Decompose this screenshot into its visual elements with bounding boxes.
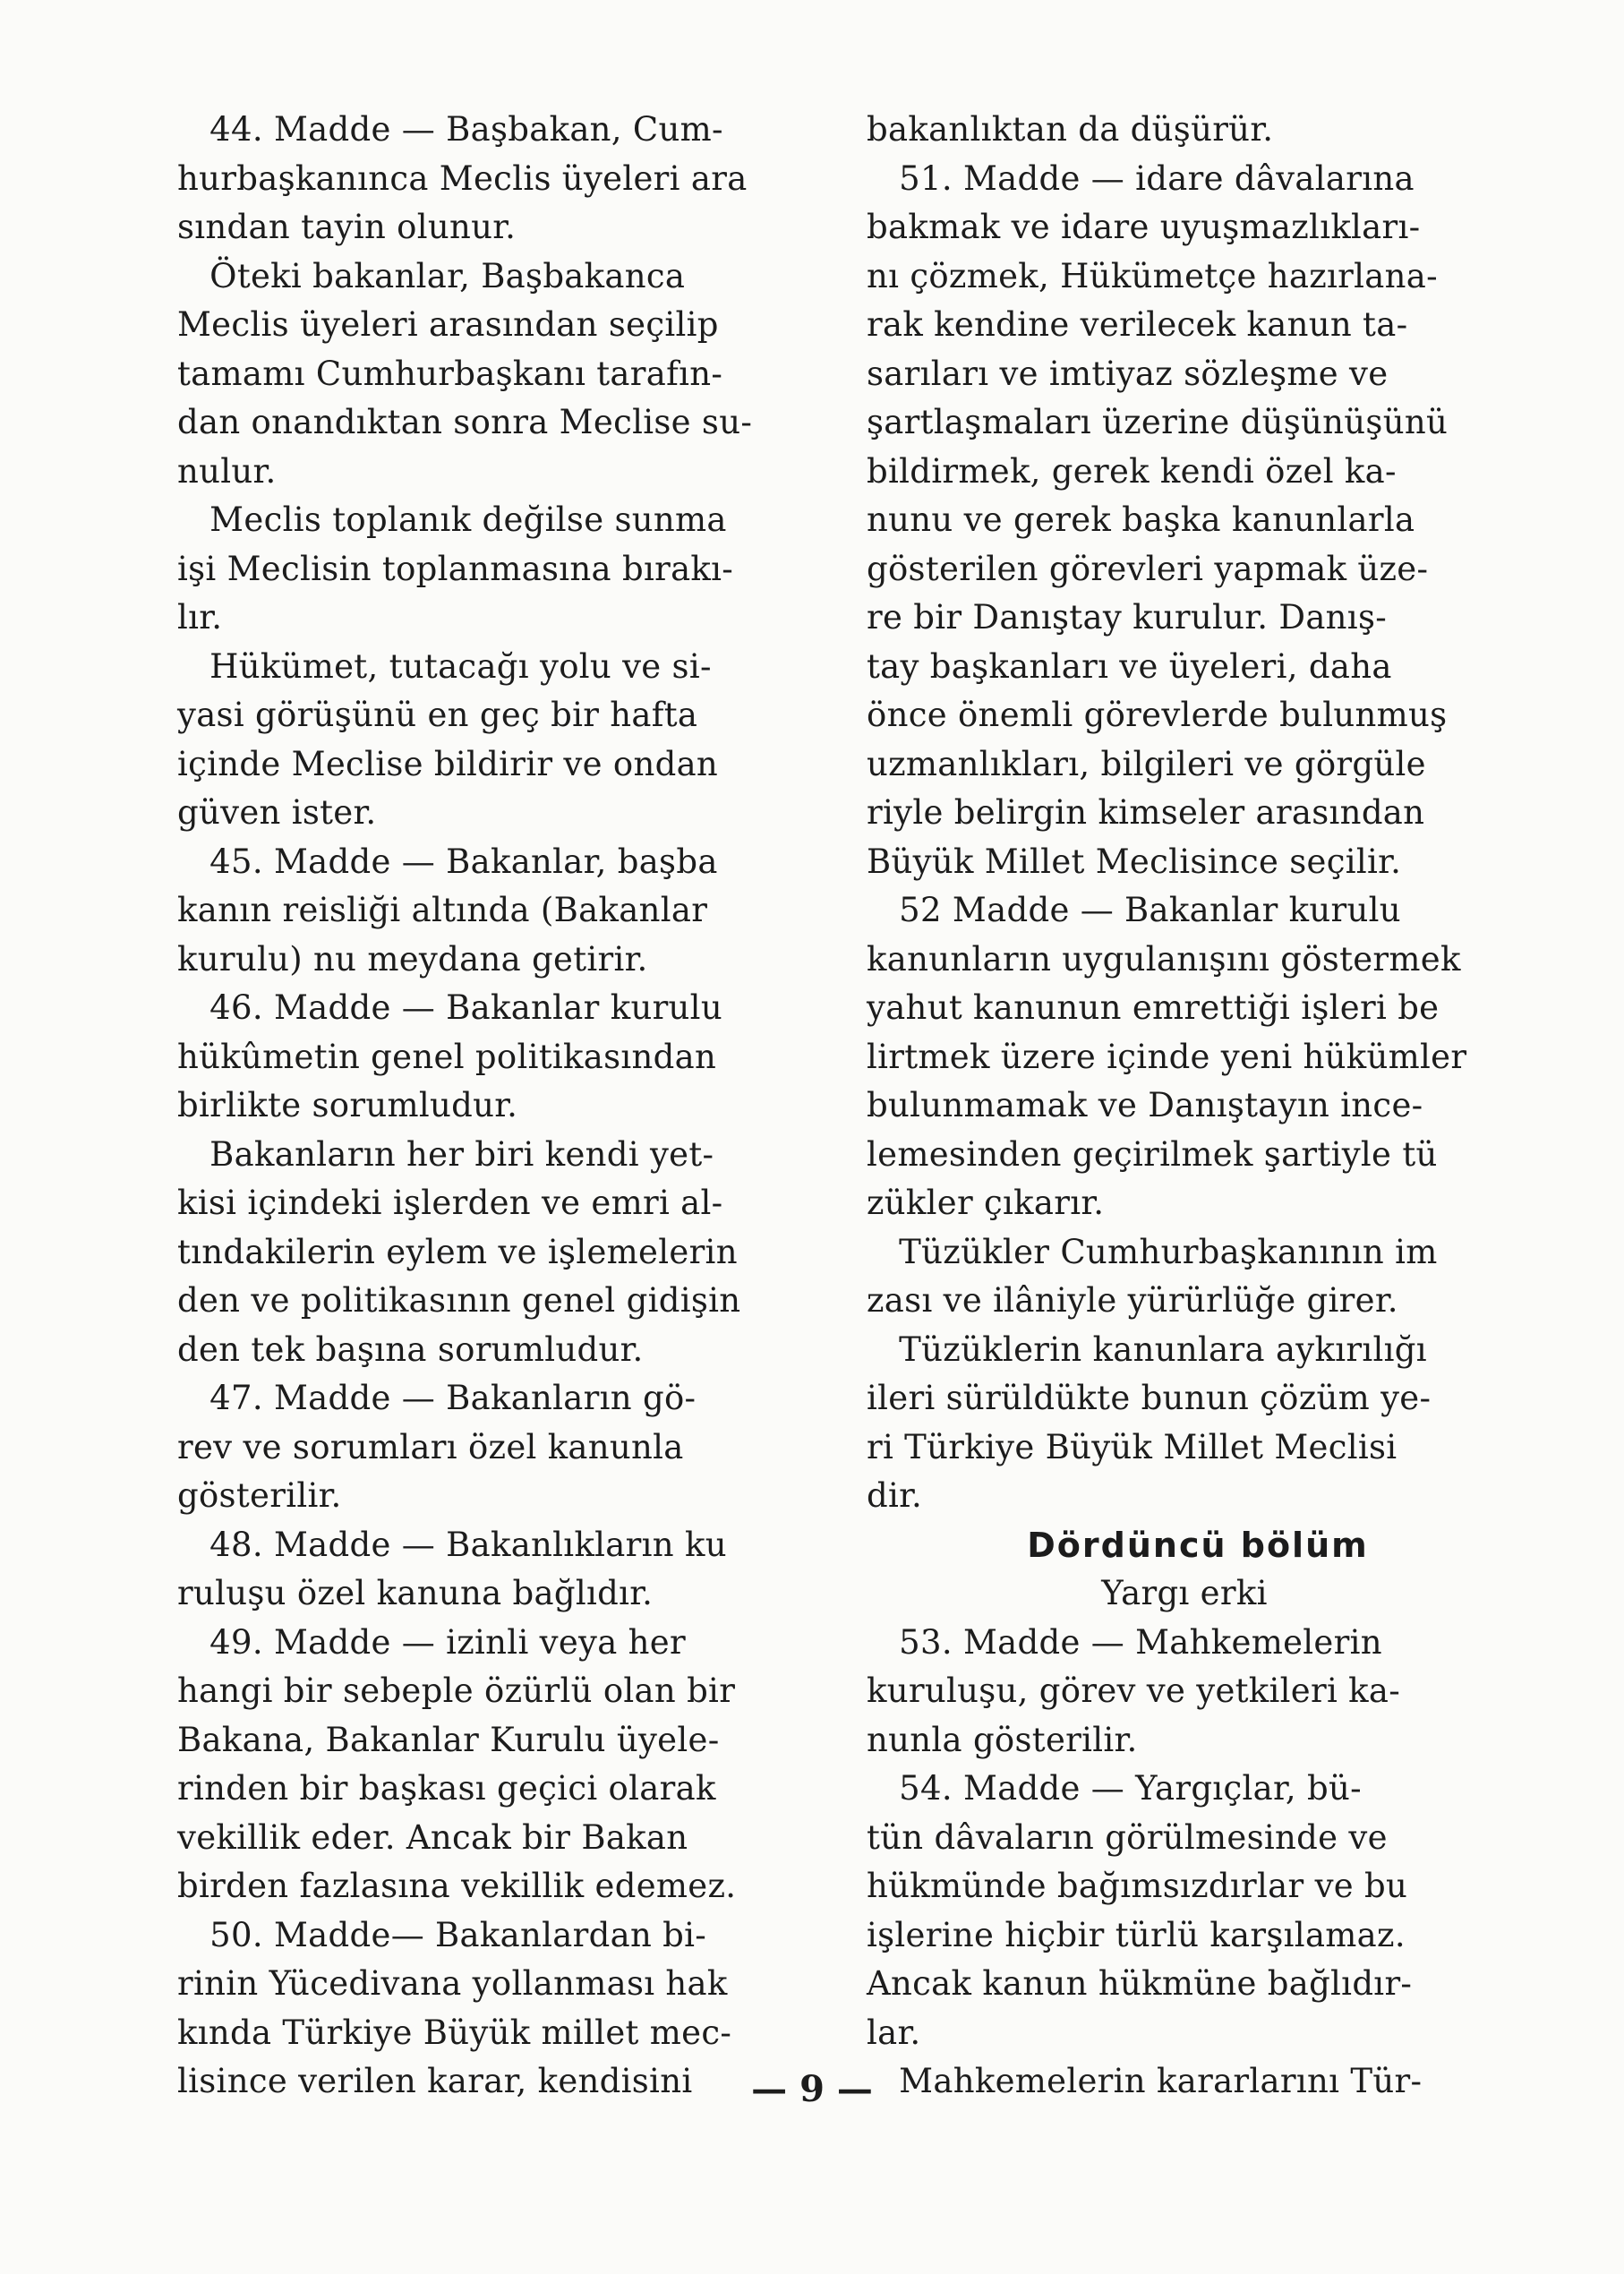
text-line: tamamı Cumhurbaşkanı tarafın- [177,354,723,393]
text-line: rinin Yücedivana yollanması hak [177,1964,728,2003]
text-line: Bakanların her biri kendi yet- [177,1134,714,1174]
text-line: ileri sürüldükte bunun çözüm ye- [867,1379,1432,1417]
text-line: işlerine hiçbir türlü karşılamaz. [867,1915,1406,1954]
text-line: tün dâvaların görülmesinde ve [867,1817,1388,1857]
text-line: Hükümet, tutacağı yolu ve si- [177,646,712,686]
text-line: kuruluşu, görev ve yetkileri ka- [867,1671,1401,1710]
left-column [177,106,795,2107]
text-line: bakanlıktan da düşürür. [867,110,1274,149]
text-line: rev ve sorumları özel kanunla [177,1427,684,1466]
text-line: 46. Madde — Bakanlar kurulu [177,988,722,1027]
text-line: kanunların uygulanışını göstermek [867,939,1461,979]
text-line: rak kendine verilecek kanun ta- [867,305,1408,344]
text-line: 48. Madde — Bakanlıkların ku [177,1525,727,1564]
text-line: Meclis üyeleri arasından seçilip [177,305,719,344]
text-line: içinde Meclise bildirir ve ondan [177,744,719,783]
text-line: Mahkemelerin kararlarını Tür- [867,2062,1423,2100]
text-line: 52 Madde — Bakanlar kurulu [867,891,1401,929]
text-line: 53. Madde — Mahkemelerin [867,1622,1382,1662]
text-line: uzmanlıkları, bilgileri ve görgüle [867,744,1426,783]
text-line: bulunmamak ve Danıştayın ince- [867,1086,1423,1124]
text-line: birden fazlasına vekillik edemez. [177,1867,737,1905]
text-line: birlikte sorumludur. [177,1086,518,1124]
text-line: kisi içindeki işlerden ve emri al- [177,1184,723,1222]
text-line: vekillik eder. Ancak bir Bakan [177,1817,688,1857]
page-number: — 9 — [751,2068,873,2110]
text-line: Büyük Millet Meclisince seçilir. [867,842,1402,881]
text-line: lemesinden geçirilmek şartiyle tü [867,1134,1438,1174]
text-line: lisince verilen karar, kendisini [177,2062,693,2100]
section-heading: Dördüncü bölüm [1027,1525,1369,1565]
text-line: güven ister. [177,793,377,832]
text-line: önce önemli görevlerde bulunmuş [867,696,1448,734]
text-line: işi Meclisin toplanmasına bırakı- [177,549,734,588]
text-line: 50. Madde— Bakanlardan bi- [177,1915,707,1954]
text-line: ri Türkiye Büyük Millet Meclisi [867,1427,1397,1466]
text-line: yasi görüşünü en geç bir hafta [177,696,698,734]
text-line: gösterilen görevleri yapmak üze- [867,549,1429,588]
text-line: zükler çıkarır. [867,1184,1105,1222]
text-line: 45. Madde — Bakanlar, başba [177,842,718,881]
text-line: Meclis toplanık değilse sunma [177,500,727,539]
text-line: Tüzüklerin kanunlara aykırılığı [867,1329,1427,1369]
text-line: rinden bir başkası geçici olarak [177,1769,716,1808]
text-line: 54. Madde — Yargıçlar, bü- [867,1769,1362,1808]
text-line: zası ve ilâniyle yürürlüğe girer. [867,1281,1398,1320]
text-line: nı çözmek, Hükümetçe hazırlana- [867,256,1438,295]
right-column [867,106,1475,2107]
text-line: Ancak kanun hükmüne bağlıdır- [867,1964,1413,2003]
text-line: 47. Madde — Bakanların gö- [177,1379,697,1417]
text-line: lar. [867,2013,921,2052]
text-line: Öteki bakanlar, Başbakanca [177,256,686,295]
text-line: bildirmek, gerek kendi özel ka- [867,451,1397,491]
text-line: kında Türkiye Büyük millet mec- [177,2013,732,2052]
text-line: dir. [867,1476,923,1515]
text-line: bakmak ve idare uyuşmazlıkları- [867,208,1421,246]
text-line: Tüzükler Cumhurbaşkanının im [867,1232,1438,1271]
text-line: nunla gösterilir. [867,1720,1138,1759]
text-line: dan onandıktan sonra Meclise su- [177,403,753,441]
text-line: lirtmek üzere içinde yeni hükümler [867,1037,1467,1076]
text-line: gösterilir. [177,1476,342,1515]
section-subheading: Yargı erki [1101,1574,1268,1612]
text-line: lır. [177,598,223,637]
text-line: riyle belirgin kimseler arasından [867,793,1425,832]
text-line: 49. Madde — izinli veya her [177,1622,686,1662]
text-line: 51. Madde — idare dâvalarına [867,158,1415,198]
text-line: ruluşu özel kanuna bağlıdır. [177,1574,654,1612]
text-line: şartlaşmaları üzerine düşünüşünü [867,403,1449,441]
text-line: sarıları ve imtiyaz sözleşme ve [867,354,1389,393]
text-line: kurulu) nu meydana getirir. [177,939,648,979]
text-line: hangi bir sebeple özürlü olan bir [177,1671,736,1710]
text-line: 44. Madde — Başbakan, Cum- [177,110,723,149]
text-line: den ve politikasının genel gidişin [177,1281,741,1320]
text-line: yahut kanunun emrettiği işleri be [867,988,1440,1027]
text-line: hükmünde bağımsızdırlar ve bu [867,1867,1408,1905]
text-line: re bir Danıştay kurulur. Danış- [867,598,1388,637]
text-line: hükûmetin genel politikasından [177,1037,717,1076]
text-line: sından tayin olunur. [177,208,517,246]
text-line: tay başkanları ve üyeleri, daha [867,646,1392,686]
text-line: nulur. [177,451,277,491]
text-line: Bakana, Bakanlar Kurulu üyele- [177,1720,720,1759]
right-column-text-after-heading [867,1619,1475,2107]
right-column-text-before-heading [867,106,1475,1521]
text-line: hurbaşkanınca Meclis üyeleri ara [177,158,748,198]
text-line: tındakilerin eylem ve işlemelerin [177,1232,738,1271]
text-line: nunu ve gerek başka kanunlarla [867,500,1415,539]
text-line: den tek başına sorumludur. [177,1329,644,1369]
text-line: kanın reisliği altında (Bakanlar [177,891,708,929]
